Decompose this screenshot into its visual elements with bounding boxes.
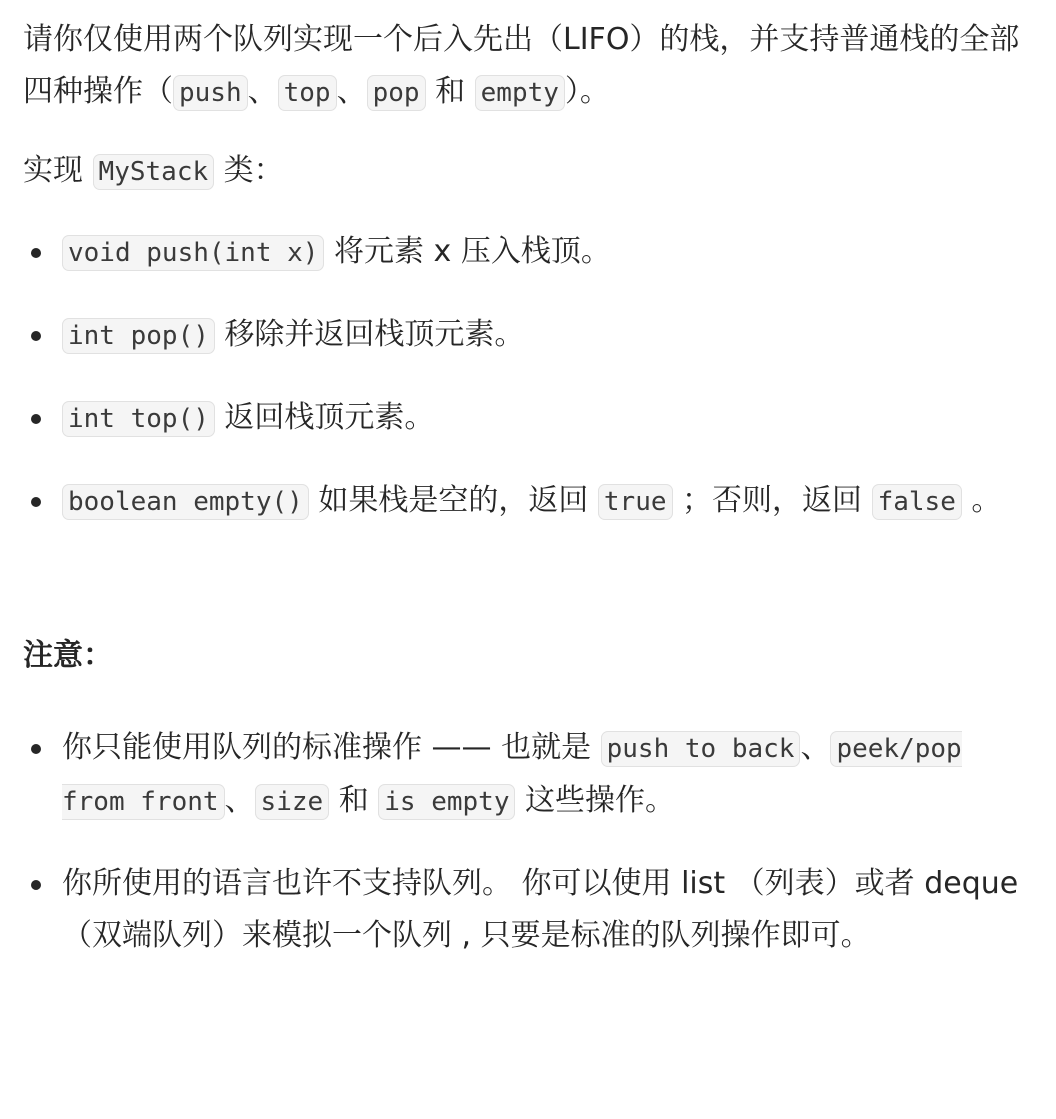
code-true: true bbox=[598, 484, 673, 520]
list-item-empty bbox=[23, 475, 1036, 528]
list-item-pop bbox=[23, 309, 1036, 362]
code-method: int top() bbox=[62, 401, 215, 437]
code-method: int pop() bbox=[62, 318, 215, 354]
intro-text: 请你仅使用两个队列实现一个后入先出（LIFO）的栈，并支持普通栈的全部四种操作（ bbox=[23, 22, 1020, 109]
code-empty: empty bbox=[475, 75, 565, 111]
separator: 、 bbox=[336, 74, 367, 109]
implement-suffix: 类： bbox=[214, 153, 284, 188]
code-method: boolean empty() bbox=[62, 484, 309, 520]
intro-end: ）。 bbox=[564, 74, 610, 109]
code-push-to-back: push to back bbox=[601, 731, 801, 767]
implement-paragraph bbox=[23, 145, 1036, 198]
note-item-language: 你所使用的语言也许不支持队列。 你可以使用 list （列表）或者 deque（双端队列）来模拟一个队列 , 只要是标准的队列操作即可。 bbox=[23, 858, 1036, 962]
code-class-name: MyStack bbox=[93, 154, 215, 190]
method-desc-end: 。 bbox=[961, 483, 1002, 518]
code-false: false bbox=[872, 484, 962, 520]
method-desc: 将元素 x 压入栈顶。 bbox=[324, 234, 611, 269]
intro-paragraph bbox=[23, 14, 1036, 119]
code-method: void push(int x) bbox=[62, 235, 324, 271]
implement-prefix: 实现 bbox=[23, 153, 93, 188]
note-heading: 注意： bbox=[23, 638, 113, 673]
list-item-top bbox=[23, 392, 1036, 445]
code-peek-pop: peek/pop from front bbox=[62, 731, 962, 820]
note-item-standard-ops bbox=[23, 722, 1036, 828]
code-size: size bbox=[255, 784, 330, 820]
method-desc-mid: ；否则，返回 bbox=[672, 483, 872, 518]
separator: 、 bbox=[247, 74, 278, 109]
and-text: 和 bbox=[425, 74, 475, 109]
method-desc: 移除并返回栈顶元素。 bbox=[214, 317, 525, 352]
note-text-end: 这些操作。 bbox=[515, 783, 676, 818]
code-push: push bbox=[173, 75, 248, 111]
list-item-push bbox=[23, 226, 1036, 279]
code-top: top bbox=[278, 75, 337, 111]
separator: 、 bbox=[800, 730, 831, 765]
note-text: 你只能使用队列的标准操作 —— 也就是 bbox=[62, 730, 601, 765]
separator: 、 bbox=[224, 783, 255, 818]
method-desc: 返回栈顶元素。 bbox=[214, 400, 435, 435]
and-text: 和 bbox=[329, 783, 379, 818]
method-list bbox=[23, 226, 1036, 528]
method-desc: 如果栈是空的，返回 bbox=[308, 483, 598, 518]
note-list bbox=[23, 722, 1036, 962]
code-pop: pop bbox=[367, 75, 426, 111]
code-is-empty: is empty bbox=[378, 784, 515, 820]
